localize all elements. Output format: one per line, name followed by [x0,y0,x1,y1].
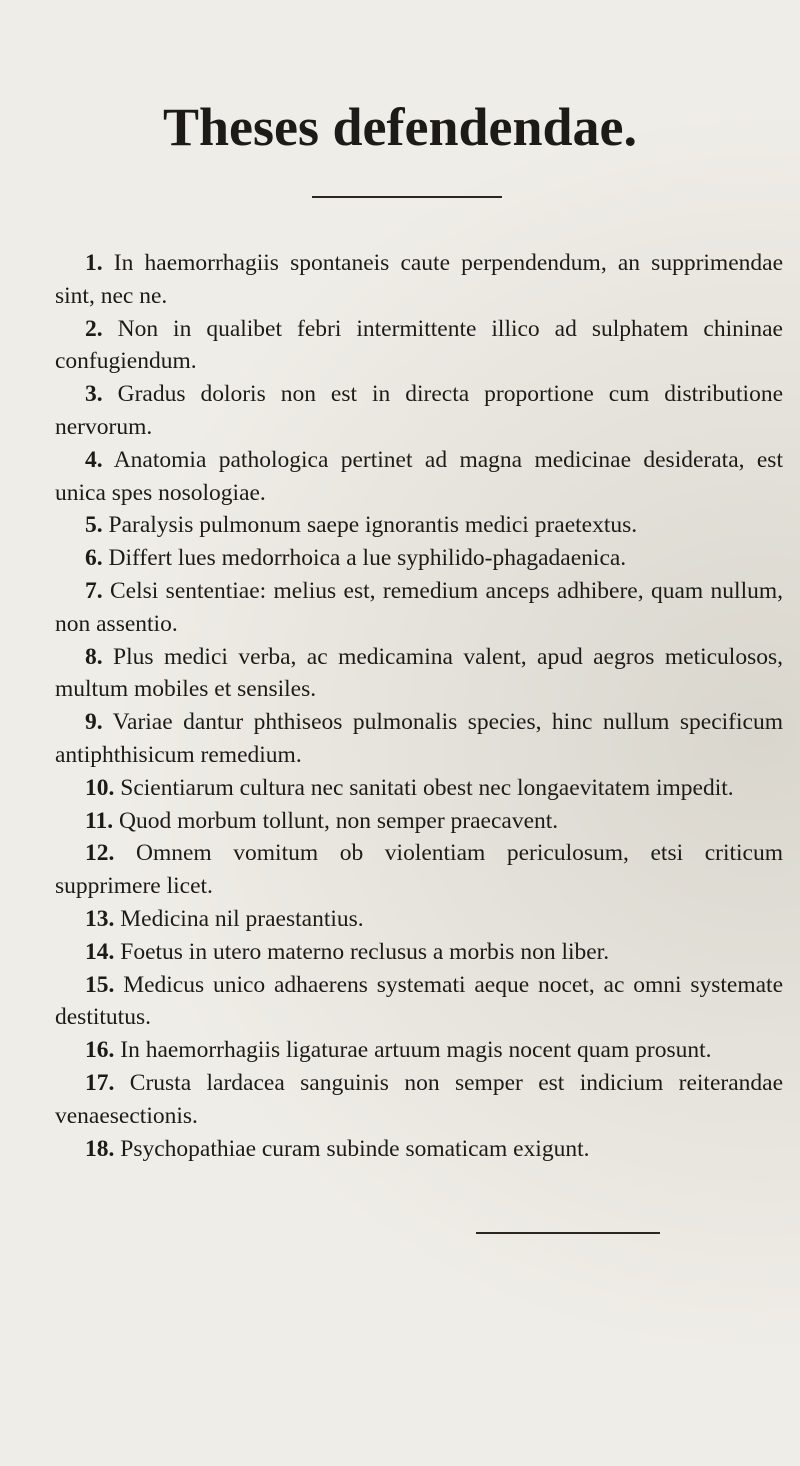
thesis-number: 18. [85,1135,115,1162]
thesis-number: 7. [85,577,103,604]
thesis-item [55,706,783,772]
theses-list [55,247,783,1165]
thesis-number: 12. [85,840,115,867]
thesis-text: Anatomia pathologica pertinet ad magna medicinae desiderata, est unica spes nosologiae. [55,446,783,506]
thesis-text: Quod morbum tollunt, non semper praecavent. [118,807,559,834]
thesis-text: Crusta lardacea sanguinis non semper est indicium reiterandae venaesectionis. [55,1069,784,1129]
thesis-number: 6. [85,545,103,572]
thesis-text: Differt lues medorrhoica a lue syphilido-phagadaenica. [108,545,627,572]
thesis-number: 16. [85,1037,115,1064]
thesis-number: 9. [85,709,103,736]
thesis-item [55,837,783,903]
thesis-text: Scientiarum cultura nec sanitati obest nec longaevitatem impedit. [120,774,734,801]
thesis-text: Psychopathiae curam subinde somaticam exigunt. [120,1135,590,1162]
thesis-number: 4. [85,446,103,473]
thesis-item [55,1067,783,1133]
thesis-text: Plus medici verba, ac medicamina valent, apud aegros meticulosos, multum mobiles et sensiles. [55,643,784,703]
thesis-item [55,969,783,1035]
thesis-item [55,575,783,641]
thesis-text: Omnem vomitum ob violentiam periculosum, etsi criticum supprimere licet. [55,840,784,900]
thesis-number: 11. [85,807,114,834]
page-title: Theses defendendae. [162,97,638,157]
thesis-text: Variae dantur phthiseos pulmonalis species, hinc nullum specificum antiphthisicum remedium. [55,709,783,768]
thesis-text: Celsi sententiae: melius est, remedium anceps adhibere, quam nullum, non assentio. [55,577,784,637]
thesis-number: 5. [85,512,103,539]
thesis-item [55,903,783,936]
thesis-item [55,1133,783,1166]
thesis-item [55,805,783,838]
thesis-text: Medicina nil praestantius. [120,905,364,932]
thesis-text: Non in qualibet febri intermittente illico ad sulphatem chininae confugiendum. [55,315,783,375]
thesis-item [55,542,783,575]
thesis-number: 10. [85,774,115,801]
thesis-number: 1. [85,250,103,276]
thesis-item [55,509,783,542]
thesis-item [55,444,783,510]
thesis-text: In haemorrhagiis spontaneis caute perpendendum, an supprimendae sint, nec ne. [55,250,783,309]
thesis-text: Foetus in utero materno reclusus a morbis non liber. [120,938,610,965]
thesis-number: 3. [85,381,103,408]
thesis-number: 14. [85,938,115,965]
thesis-number: 15. [85,971,115,998]
thesis-number: 13. [85,905,115,932]
thesis-item [55,378,783,444]
bottom-divider [476,1232,660,1234]
top-divider [312,196,502,198]
thesis-number: 2. [85,315,103,342]
thesis-item [55,772,783,805]
thesis-number: 17. [85,1069,115,1096]
thesis-text: In haemorrhagiis ligaturae artuum magis nocent quam prosunt. [120,1037,712,1064]
thesis-text: Medicus unico adhaerens systemati aeque nocet, ac omni systemate destitutus. [55,971,784,1031]
thesis-item [55,247,783,313]
thesis-number: 8. [85,643,103,670]
thesis-item [55,936,783,969]
thesis-item [55,1034,783,1067]
thesis-text: Paralysis pulmonum saepe ignorantis medici praetextus. [108,512,638,539]
thesis-item [55,641,783,707]
thesis-text: Gradus doloris non est in directa proportione cum distributione nervorum. [55,381,784,440]
thesis-item [55,313,783,379]
